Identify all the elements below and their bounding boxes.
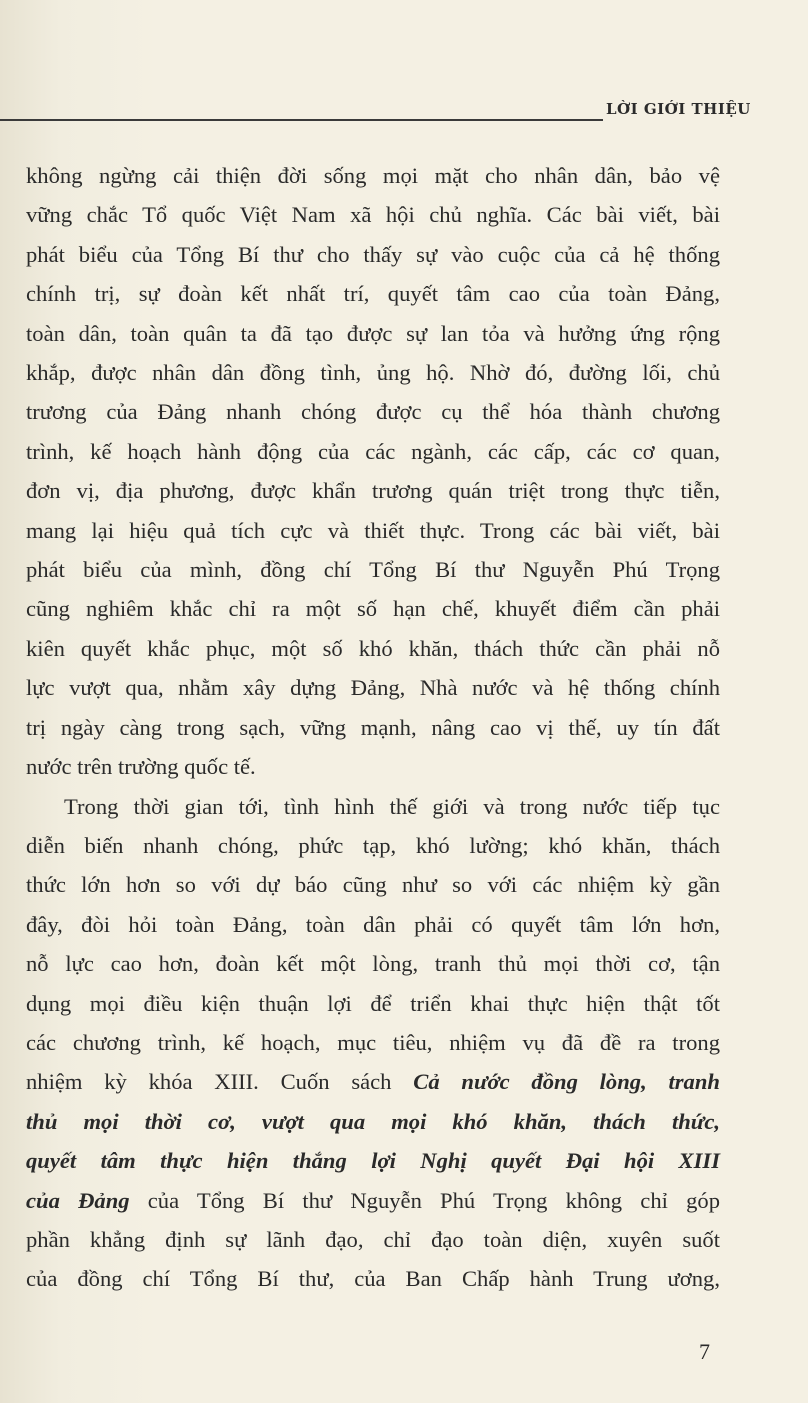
text-line: mang lại hiệu quả tích cực và thiết thực. Trong các bài viết, bài [26,517,720,543]
text-line: phát biểu của Tổng Bí thư cho thấy sự vào cuộc của cả hệ thống [26,241,720,267]
text-line: nước trên trường quốc tế. [26,754,256,780]
text-line: phát biểu của mình, đồng chí Tổng Bí thư Nguyễn Phú Trọng [26,557,720,583]
page-number: 7 [699,1339,710,1364]
text-line: vững chắc Tổ quốc Việt Nam xã hội chủ nghĩa. Các bài viết, bài [26,202,720,228]
text-line: khắp, được nhân dân đồng tình, ủng hộ. Nhờ đó, đường lối, chủ [26,360,720,386]
text-line: đơn vị, địa phương, được khẩn trương quán triệt trong thực tiễn, [26,478,720,504]
text-line: trị ngày càng trong sạch, vững mạnh, nâng cao vị thế, uy tín đất [26,714,720,740]
text-line: trương của Đảng nhanh chóng được cụ thể hóa thành chương [26,399,720,425]
text-line: toàn dân, toàn quân ta đã tạo được sự lan tỏa và hưởng ứng rộng [26,320,720,346]
body-text [26,156,720,1299]
text-line: diễn biến nhanh chóng, phức tạp, khó lường; khó khăn, thách [26,832,720,858]
book-title-text: quyết tâm thực hiện thắng lợi Nghị quyết Đại hội XIII [26,1148,720,1174]
text-line: thức lớn hơn so với dự báo cũng như so với các nhiệm kỳ gần [26,872,720,898]
text-line: lực vượt qua, nhằm xây dựng Đảng, Nhà nước và hệ thống chính [26,675,720,701]
text-line: của đồng chí Tổng Bí thư, của Ban Chấp hành Trung ương, [26,1266,720,1292]
text-line: đây, đòi hỏi toàn Đảng, toàn dân phải có quyết tâm lớn hơn, [26,911,720,937]
book-title-text: của Đảng [26,1187,130,1213]
paragraph-2 [26,787,720,1299]
text-line: kiên quyết khắc phục, một số khó khăn, thách thức cần phải nỗ [26,635,720,661]
text-line: nỗ lực cao hơn, đoàn kết một lòng, tranh thủ mọi thời cơ, tận [26,951,720,977]
paragraph-1 [26,156,720,787]
text-line: cũng nghiêm khắc chỉ ra một số hạn chế, khuyết điểm cần phải [26,596,720,622]
text-line [26,1181,720,1220]
text-line: phần khẳng định sự lãnh đạo, chỉ đạo toàn diện, xuyên suốt [26,1226,720,1252]
text-line: các chương trình, kế hoạch, mục tiêu, nhiệm vụ đã đề ra trong [26,1029,720,1055]
header-rule [0,119,603,121]
text-line [26,1062,720,1101]
book-title-text: Cả nước đồng lòng, tranh [413,1069,720,1095]
text-line: không ngừng cải thiện đời sống mọi mặt cho nhân dân, bảo vệ [26,163,720,188]
text-line: trình, kế hoạch hành động của các ngành, các cấp, các cơ quan, [26,438,720,464]
running-header-title: LỜI GIỚI THIỆU [606,100,751,118]
text-line: dụng mọi điều kiện thuận lợi để triển khai thực hiện thật tốt [26,990,720,1016]
text-line: chính trị, sự đoàn kết nhất trí, quyết tâm cao của toàn Đảng, [26,281,720,307]
plain-text: của Tổng Bí thư Nguyễn Phú Trọng không chỉ góp [129,1187,720,1213]
plain-text: nhiệm kỳ khóa XIII. Cuốn sách [26,1069,414,1095]
book-title-text: thủ mọi thời cơ, vượt qua mọi khó khăn, thách thức, [26,1108,720,1134]
text-line: Trong thời gian tới, tình hình thế giới và trong nước tiếp tục [64,793,720,819]
